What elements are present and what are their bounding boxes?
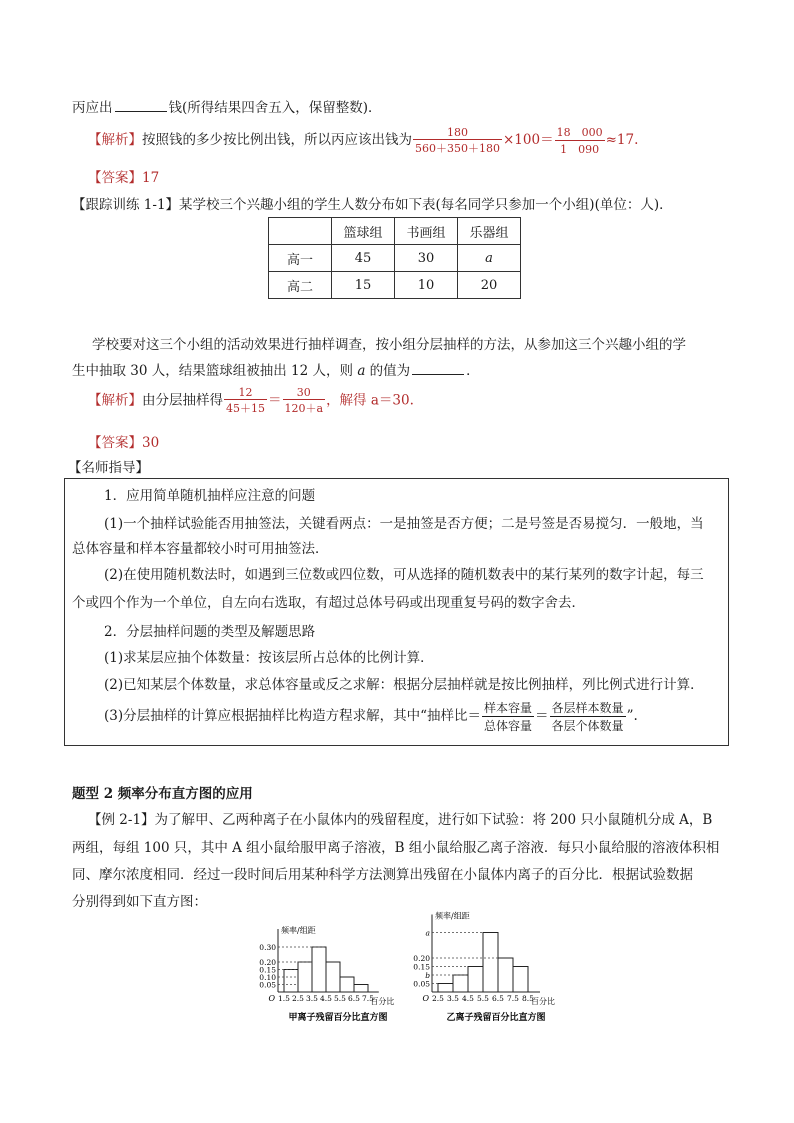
fraction-denominator: 总体容量 [482, 716, 534, 734]
histogram-bar [438, 984, 453, 993]
histogram-yi [413, 911, 588, 1024]
table-cell: 高二 [269, 272, 332, 299]
y-tick-label: 0.05 [413, 979, 430, 989]
follow-tag: 【跟踪训练 1-1】 [72, 197, 180, 213]
teacher-title: 【名师指导】 [68, 460, 149, 476]
x-tick-label: 6.5 [492, 994, 504, 1003]
para2-line2: 生中抽取 30 人，结果篮球组被抽出 12 人，则 a 的值为 ． [72, 363, 480, 379]
teacher-p5: 个或四个作为一个单位，自左向右选取，有超过总体号码或出现重复号码的数字舍去． [72, 595, 585, 611]
x-tick-label: 3.5 [447, 994, 459, 1003]
analysis-2 [88, 386, 414, 416]
analysis-text: 按照钱的多少按比例出钱，所以丙应该出钱为 [142, 132, 412, 148]
fraction [550, 699, 626, 734]
histogram-jia [258, 920, 428, 1030]
teacher-p1: 1．应用简单随机抽样应注意的问题 [104, 488, 316, 504]
fraction-numerator: 18 000 [556, 126, 603, 139]
x-tick-label: 8.5 [522, 994, 534, 1003]
histogram-bar [298, 962, 312, 992]
histogram-bar [326, 962, 340, 992]
para2-line1: 学校要对这三个小组的活动效果进行抽样调查，按小组分层抽样的方法，从参加这三个兴趣小组的学 [92, 337, 686, 353]
answer-blank[interactable] [412, 362, 464, 375]
analysis-text: 由分层抽样得 [142, 392, 223, 409]
y-axis-label: 频率/组距 [435, 911, 470, 921]
chart-caption: 乙离子残留百分比直方图 [446, 1013, 546, 1023]
fraction-numerator: 样本容量 [484, 701, 533, 715]
answer-1 [88, 166, 159, 186]
table-cell: 45 [332, 245, 395, 272]
table-cell: 篮球组 [332, 218, 395, 245]
para2-post: 的值为 [365, 363, 411, 379]
example-l2: 两组，每组 100 只，其中 A 组小鼠给服甲离子溶液，B 组小鼠给服乙离子溶液．每只小鼠给服的溶液体积相 [72, 840, 720, 856]
follow-up [72, 193, 673, 213]
chart-caption: 甲离子残留百分比直方图 [288, 1013, 388, 1023]
table-header-row [269, 218, 521, 245]
histogram-bar [453, 975, 468, 992]
para2-var: a [357, 363, 366, 379]
analysis-tag: 【解析】 [88, 392, 142, 409]
analysis-tag: 【解析】 [88, 132, 142, 148]
top-line-post: 钱(所得结果四舍五入，保留整数)． [168, 100, 382, 116]
fraction-denominator: 560＋350＋180 [413, 139, 502, 156]
histogram-bar [284, 970, 298, 993]
answer-value: 17 [142, 170, 160, 186]
fraction-denominator: 45＋15 [224, 399, 267, 416]
p9-pre: (3)分层抽样的计算应根据抽样比构造方程求解，其中“抽样比＝ [104, 708, 482, 724]
fraction-numerator: 180 [447, 125, 468, 139]
y-tick-label: 0.20 [413, 954, 430, 963]
fraction-denominator: 120＋a [283, 399, 326, 416]
x-tick-label: 5.5 [334, 994, 346, 1003]
analysis-eq: ＝ [268, 392, 282, 409]
table-cell: 15 [332, 272, 395, 299]
fraction [224, 386, 267, 416]
p9-eq: ＝ [535, 708, 549, 724]
fraction-numerator: 12 [238, 386, 253, 399]
answer-tag: 【答案】 [88, 435, 142, 451]
fraction [283, 386, 326, 416]
y-tick-label: 0.30 [259, 943, 276, 952]
answer-2 [88, 431, 159, 451]
teacher-p7: (1)求某层应抽个体数量：按该层所占总体的比例计算． [104, 650, 434, 666]
fraction-numerator: 各层样本数量 [551, 701, 624, 715]
histogram-bar [498, 958, 513, 992]
answer-blank[interactable] [115, 99, 167, 112]
fraction [555, 124, 605, 157]
table-cell: 30 [395, 245, 458, 272]
origin-label: O [422, 994, 429, 1003]
table-cell: 乐器组 [458, 218, 521, 245]
analysis-1 [88, 124, 638, 157]
fraction-denominator: 各层个体数量 [550, 716, 626, 734]
y-tick-label: 0.15 [259, 965, 276, 975]
answer-tag: 【答案】 [88, 170, 142, 186]
distribution-table [268, 217, 521, 299]
analysis-tail: ≈17. [605, 132, 639, 148]
x-axis-label: 百分比 [370, 997, 395, 1006]
histogram-bar [354, 985, 368, 993]
histogram-bar [468, 967, 483, 993]
fraction [413, 126, 502, 156]
answer-value: 30 [142, 435, 160, 451]
y-tick-label: a [425, 928, 430, 938]
teacher-p4: (2)在使用随机数法时，如遇到三位数或四位数，可从选择的随机数表中的某行某列的数字计起，每三 [104, 567, 704, 583]
table-cell [269, 218, 332, 245]
table-cell: a [458, 245, 521, 272]
y-tick-label: 0.20 [259, 958, 276, 967]
teacher-p6: 2．分层抽样问题的类型及解题思路 [104, 624, 316, 640]
y-axis-label: 频率/组距 [281, 926, 316, 935]
x-tick-label: 2.5 [432, 994, 444, 1003]
teacher-p9 [104, 699, 638, 734]
x-tick-label: 5.5 [477, 994, 489, 1003]
fraction-numerator: 30 [296, 386, 311, 399]
fraction [482, 699, 534, 734]
x-tick-label: 6.5 [348, 994, 360, 1003]
table-cell: 书画组 [395, 218, 458, 245]
table-cell: 10 [395, 272, 458, 299]
analysis-mid: ×100＝ [503, 132, 554, 148]
x-tick-label: 3.5 [306, 994, 318, 1003]
teacher-p8: (2)已知某层个体数量，求总体容量或反之求解：根据分层抽样就是按比例抽样，列比例式进行计算． [104, 677, 704, 693]
table-row [269, 272, 521, 299]
histogram-bar [483, 933, 498, 993]
y-tick-label: 0.15 [413, 962, 430, 972]
table-cell: 高一 [269, 245, 332, 272]
p9-post: ”. [626, 708, 638, 724]
teacher-p2: (1)一个抽样试验能否用抽签法，关键看两点：一是抽签是否方便；二是号签是否易搅匀．一般地，当 [104, 516, 704, 532]
x-tick-label: 1.5 [278, 994, 290, 1003]
x-tick-label: 7.5 [507, 994, 519, 1003]
example-l4: 分别得到如下直方图： [72, 894, 207, 910]
para2-pre: 生中抽取 30 人，结果篮球组被抽出 12 人，则 [72, 363, 358, 379]
x-tick-label: 4.5 [462, 994, 474, 1003]
histogram-bar [312, 947, 326, 992]
y-tick-label: b [425, 971, 430, 980]
example-l1: 【例 2-1】为了解甲、乙两种离子在小鼠体内的残留程度，进行如下试验：将 200 只小鼠随机分成 A，B [88, 812, 713, 828]
x-tick-label: 7.5 [362, 994, 374, 1003]
y-tick-label: 0.10 [259, 973, 276, 982]
y-tick-label: 0.05 [259, 980, 276, 990]
x-tick-label: 2.5 [292, 994, 304, 1003]
type2-title: 题型 2 频率分布直方图的应用 [72, 786, 253, 802]
fraction-denominator: 1 090 [555, 140, 605, 157]
x-tick-label: 4.5 [320, 994, 332, 1003]
histogram-bar [513, 967, 528, 993]
follow-text: 某学校三个兴趣小组的学生人数分布如下表(每名同学只参加一个小组)(单位：人)． [179, 197, 673, 213]
teacher-p3: 总体容量和样本容量都较小时可用抽签法． [72, 541, 329, 557]
histogram-bar [340, 977, 354, 992]
x-axis-label: 百分比 [531, 997, 555, 1006]
top-line [72, 96, 382, 116]
table-cell: 20 [458, 272, 521, 299]
top-line-pre: 丙应出 [72, 100, 113, 116]
origin-label: O [268, 994, 275, 1003]
table-row [269, 245, 521, 272]
example-l3: 同、摩尔浓度相同．经过一段时间后用某种科学方法测算出残留在小鼠体内离子的百分比．根据试验数据 [72, 867, 693, 883]
analysis-tail: ，解得 a＝30. [326, 392, 414, 409]
